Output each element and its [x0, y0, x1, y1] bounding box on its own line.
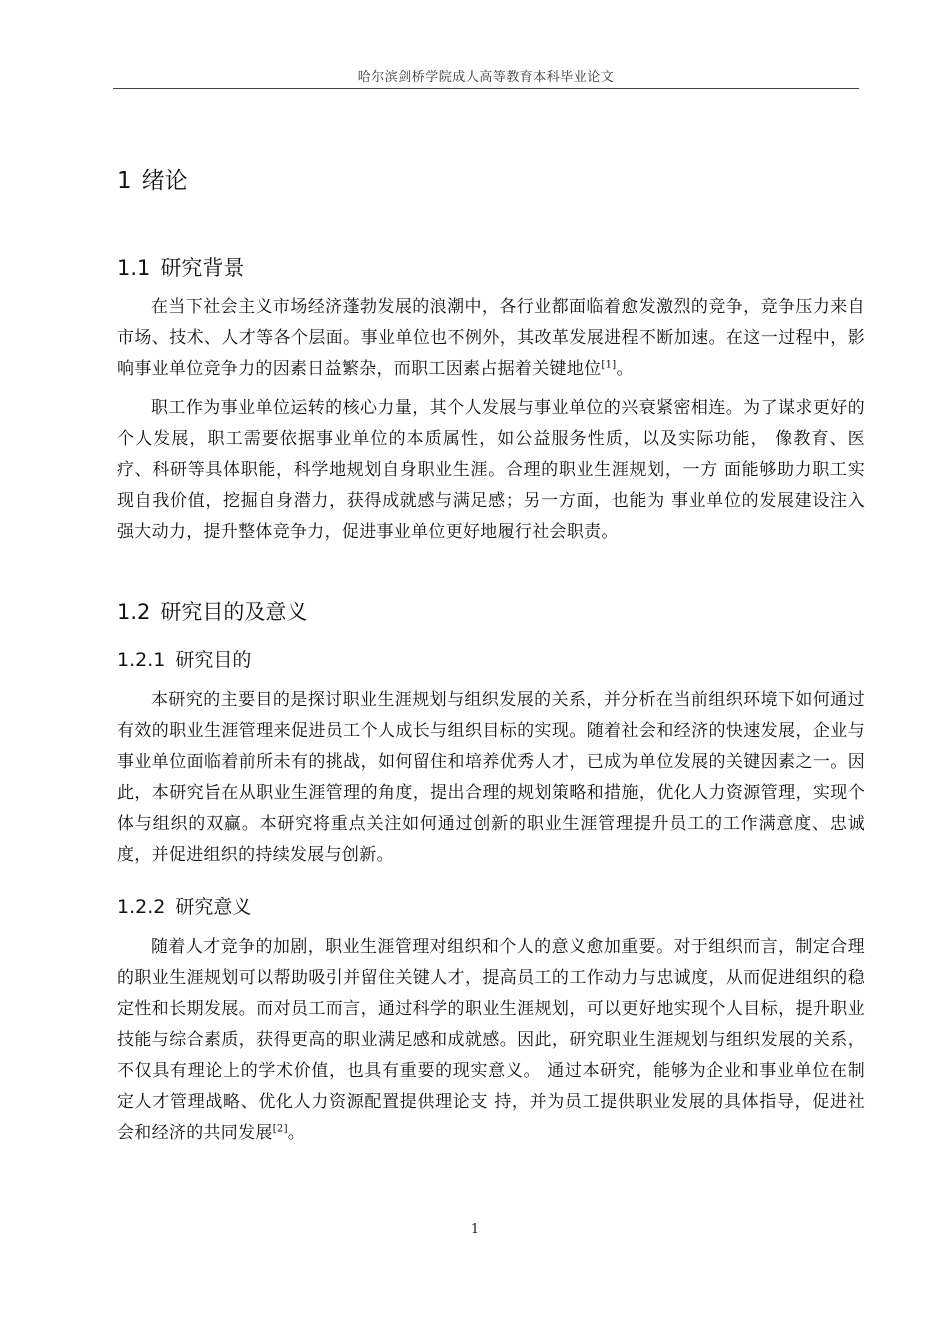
chapter-number: 1 [117, 168, 132, 194]
section-number: 1.2 [117, 600, 151, 624]
section-heading-1-2 [117, 596, 307, 626]
paragraph-tail: 。 [616, 359, 634, 379]
subsection-heading-1-2-2 [117, 892, 251, 919]
paragraph-background-2 [117, 393, 865, 548]
chapter-title: 绪论 [141, 168, 188, 194]
header-divider [113, 88, 859, 89]
section-title: 研究目的及意义 [160, 600, 308, 624]
paragraph-text: 随着人才竞争的加剧，职业生涯管理对组织和个人的意义愈加重要。对于组织而言，制定合理的职业生涯规划可以帮助吸引并留住关键人才，提高员工的工作动力与忠诚度，从而促进组织的稳定性和长期发展。而对员工而言，通过科学的职业生涯规划，可以更好地实现个人目标，提升职业技能与综合素质，获得更高的职业满足感和成就感。因此，研究职业生涯规划与组织发展的关系，不仅具有理论上的学术价值，也具有重要的现实意义。 通过本研究，能够为企业和事业单位在制定人才管理战略、优化人力资源配置提供理论支 持，并为员工提供职业发展的具体指导，促进社会和经济的共同发展 [117, 937, 865, 1143]
section-heading-1-1 [117, 252, 244, 282]
section-number: 1.1 [117, 256, 151, 280]
paragraph-text: 职工作为事业单位运转的核心力量，其个人发展与事业单位的兴衰紧密相连。为了谋求更好的个人发展，职工需要依据事业单位的本质属性，如公益服务性质，以及实际功能， 像教育、医疗、科研等具体职能，科学地规划自身职业生涯。合理的职业生涯规划，一方 面能够助力职工实现自我价值，挖掘自身潜力，获得成就感与满足感；另一方面，也能为 事业单位的发展建设注入强大动力，提升整体竞争力，促进事业单位更好地履行社会职责。 [117, 398, 865, 542]
section-title: 研究背景 [160, 256, 245, 280]
page-number: 1 [470, 1222, 480, 1237]
subsection-number: 1.2.2 [117, 896, 166, 918]
subsection-title: 研究意义 [175, 896, 252, 918]
running-header: 哈尔滨剑桥学院成人高等教育本科毕业论文 [357, 70, 615, 85]
paragraph-tail: 。 [287, 1123, 306, 1143]
citation-ref[interactable]: [1] [601, 359, 617, 371]
paragraph-text: 本研究的主要目的是探讨职业生涯规划与组织发展的关系，并分析在当前组织环境下如何通过有效的职业生涯管理来促进员工个人成长与组织目标的实现。随着社会和经济的快速发展，企业与事业单位面临着前所未有的挑战，如何留住和培养优秀人才，已成为单位发展的关键因素之一。因此，本研究旨在从职业生涯管理的角度，提出合理的规划策略和措施，优化人力资源管理，实现个体与组织的双赢。本研究将重点关注如何通过创新的职业生涯管理提升员工的工作满意度、忠诚度，并促进组织的持续发展与创新。 [117, 690, 865, 865]
subsection-heading-1-2-1 [117, 645, 251, 672]
subsection-title: 研究目的 [175, 649, 252, 671]
subsection-number: 1.2.1 [117, 649, 166, 671]
citation-ref[interactable]: [2] [272, 1123, 288, 1135]
paragraph-significance [117, 932, 865, 1149]
paragraph-text: 在当下社会主义市场经济蓬勃发展的浪潮中，各行业都面临着愈发激烈的竞争，竞争压力来自市场、技术、人才等各个层面。事业单位也不例外，其改革发展进程不断加速。在这一过程中，影响事业单位竞争力的因素日益繁杂，而职工因素占据着关键地位 [117, 297, 865, 379]
chapter-heading [117, 162, 188, 195]
paragraph-background-1 [117, 292, 865, 385]
paragraph-purpose [117, 685, 865, 871]
